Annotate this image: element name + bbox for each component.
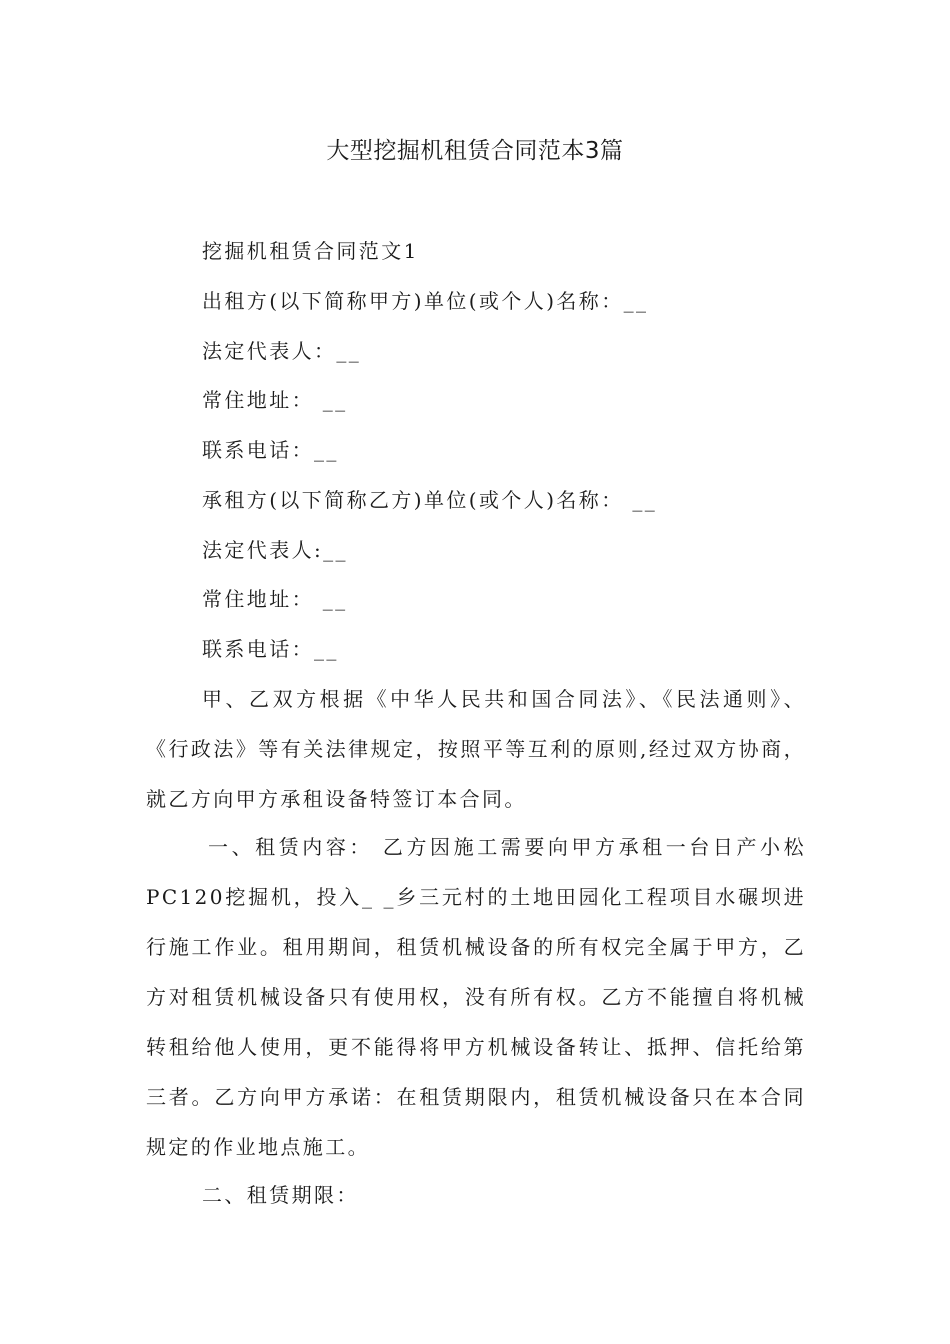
document-title: 大型挖掘机租赁合同范本3篇	[326, 138, 624, 164]
lessee-phone-field: 联系电话：__	[202, 637, 339, 661]
lessee-name-field: 承租方(以下简称乙方)单位(或个人)名称： __	[202, 488, 658, 512]
contract-heading: 挖掘机租赁合同范文1	[202, 239, 419, 263]
lessee-address-field: 常住地址： __	[202, 587, 348, 611]
clause-rental-content: 一、租赁内容： 乙方因施工需要向甲方承租一台日产小松PC120挖掘机，投入_ _乡三元村的土地田园化工程项目水碾坝进行施工作业。租用期间，租赁机械设备的所有权完全属于甲方，乙方对租赁机械设备只有使用权，没有所有权。乙方不能擅自将机械转租给他人使用，更不能得将甲方机械设备转让、抵押、信托给第三者。乙方向甲方承诺：在租赁期限内，租赁机械设备只在本合同规定的作业地点施工。	[146, 835, 806, 1159]
preamble-paragraph: 甲、乙双方根据《中华人民共和国合同法》、《民法通则》、《行政法》等有关法律规定，按照平等互利的原则,经过双方协商，就乙方向甲方承租设备特签订本合同。	[146, 687, 806, 811]
lessor-name-field: 出租方(以下简称甲方)单位(或个人)名称：__	[202, 289, 649, 313]
clause-rental-term-heading: 二、租赁期限：	[202, 1183, 359, 1207]
lessor-address-field: 常住地址： __	[202, 388, 348, 412]
lessor-representative-field: 法定代表人：__	[202, 339, 362, 363]
lessor-phone-field: 联系电话：__	[202, 438, 339, 462]
lessee-representative-field: 法定代表人:__	[202, 538, 348, 562]
